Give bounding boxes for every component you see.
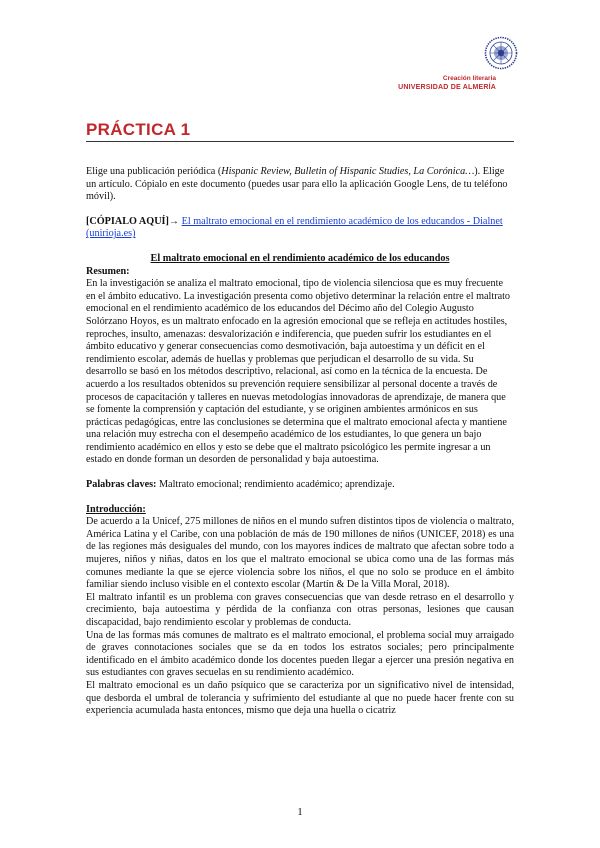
page-title: PRÁCTICA 1 bbox=[86, 120, 191, 139]
introduction-paragraph-4: El maltrato emocional es un daño psíquico que se caracteriza por un significativo nivel de intensidad, que desborda el umbral de tolerancia y sufrimiento del estudiante al que no puede hacer frente con su experiencia acumulada hasta entonces, mismo que deja una huella o cicatriz bbox=[86, 679, 514, 717]
institution-name: UNIVERSIDAD DE ALMERÍA bbox=[398, 84, 496, 91]
introduction-heading: Introducción: bbox=[86, 503, 146, 515]
page-number: 1 bbox=[297, 806, 303, 818]
article-title: El maltrato emocional en el rendimiento académico de los educandos bbox=[150, 252, 450, 264]
instructions-text-1: Elige una publicación periódica ( bbox=[86, 166, 222, 177]
abstract-text: En la investigación se analiza el maltrato emocional, tipo de violencia silenciosa que es muy frecuente en el ámbito educativo. La investigación presenta como objetivo determinar la relación entre el maltrato emocional en el rendimiento académico de los educandos del Décimo año del Colegio Augusto Solórzano Hoyos, es un maltrato enfocado en la agresión emocional que se refleja en actitudes hostiles, reproches, insulto, amenazas: desvalorización e indiferencia, que pueden sufrir los estudiantes en el ámbito educativo y generar consecuencias como desmotivación, baja autoestima y un déficit en el rendimiento escolar, además de huellas y problemas que perjudican el desarrollo de su vida. Su desarrollo se basó en los métodos descriptivo, relacional, así como en la técnica de la encuesta. De acuerdo a los resultados obtenidos su prevención requiere sensibilizar al personal docente a través de procesos de capacitación y talleres en nuevas metodologías innovadoras de aprendizaje, de manera que se fomente la comprensión y captación del estudiante, y se originen ambientes armónicos en sus prácticas pedagógicas, entre las conclusiones se determina que el maltrato emocional afecta y mantiene una relación muy estrecha con el desempeño académico de los estudiantes, lo que genera un bajo rendimiento académico en ellos y esto se debe que el maltrato psicológico les permite ingresar a un estado en donde forman un desorden de personalidad y baja autoestima. bbox=[86, 278, 511, 466]
title-divider bbox=[86, 141, 514, 142]
introduction-paragraph-3: Una de las formas más comunes de maltrato es el maltrato emocional, el problema social muy arraigado de graves connotaciones sociales que se da en todos los estratos sociales; pero principalmente identificado en el ámbito académico donde los docentes pueden llegar a ejercer una presión negativa en sus estudiantes con graves secuelas en su rendimiento académico. bbox=[86, 629, 514, 679]
journal-list: Hispanic Review, Bulletin of Hispanic Studies, La Corónica… bbox=[221, 166, 475, 177]
abstract-heading: Resumen: bbox=[86, 265, 130, 277]
institution-block bbox=[398, 74, 496, 92]
instructions-text-2: ). Elige un artículo. Cópialo en este documento (puedes usar para ello la aplicación Google Lens, de tu teléfono móvil). bbox=[86, 166, 508, 203]
institution-subtitle: Creación literaria bbox=[442, 75, 496, 82]
introduction-paragraph-1: De acuerdo a la Unicef, 275 millones de niños en el mundo sufren distintos tipos de violencia o maltrato, América Latina y el Caribe, con una población de más de 190 millones de niños (UNICEF, 2018) es una de las regiones más desiguales del mundo, con los mayores índices de maltrato que afectan sobre todo a mujeres, niños y niñas, datos en los que el maltrato emocional se ubica como una de las formas más comunes mediante la que se ejerce violencia sobre los niños, el que no solo se produce en el ámbito familiar siendo incluso visible en el contexto escolar (Martín & De la Villa Moral, 2018). bbox=[86, 516, 514, 591]
copy-label: [CÓPIALO AQUÍ] bbox=[86, 215, 169, 227]
introduction-paragraph-2: El maltrato infantil es un problema con graves consecuencias que van desde retraso en el desarrollo y crecimiento, baja autoestima y pérdida de la confianza con otras personas, lesiones que causan discapacidad, bajo rendimiento escolar y problemas de conducta. bbox=[86, 591, 514, 628]
keywords-label: Palabras claves: bbox=[86, 479, 157, 491]
keywords-line bbox=[86, 479, 514, 492]
university-seal-icon bbox=[484, 36, 518, 70]
instructions bbox=[86, 166, 514, 204]
arrow-icon: → bbox=[168, 215, 182, 227]
document-body bbox=[86, 166, 514, 718]
article-link[interactable]: El maltrato emocional en el rendimiento académico de los educandos - Dialnet (unirioja.es) bbox=[86, 215, 503, 240]
keywords-text: Maltrato emocional; rendimiento académico; aprendizaje. bbox=[156, 479, 395, 491]
copy-line bbox=[86, 216, 514, 241]
